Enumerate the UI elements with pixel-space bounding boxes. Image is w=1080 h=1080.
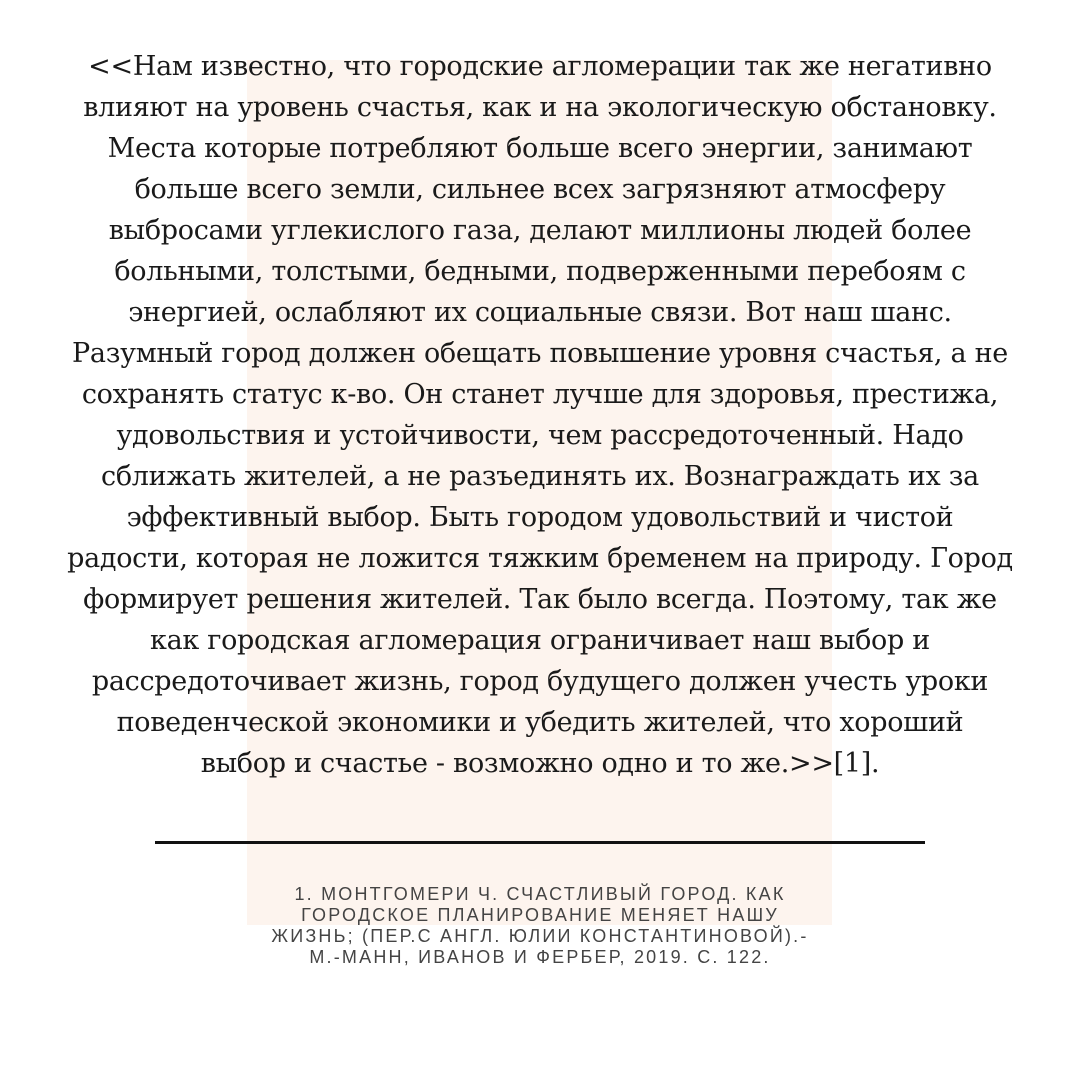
footnote-line: ГОРОДСКОЕ ПЛАНИРОВАНИЕ МЕНЯЕТ НАШУ [301,905,779,925]
quote-line: удовольствия и устойчивости, чем рассредоточенный. Надо [116,420,964,451]
quote-line: как городская агломерация ограничивает наш выбор и [150,625,930,656]
quote-line: <<Нам известно, что городские агломерации так же негативно [88,51,992,82]
quote-line: влияют на уровень счастья, как и на экологическую обстановку. [83,92,997,123]
footnote-line: М.-МАНН, ИВАНОВ И ФЕРБЕР, 2019. С. 122. [309,947,771,967]
quote-line: радости, которая не ложится тяжким бременем на природу. Город [67,543,1013,574]
footnote-line: 1. МОНТГОМЕРИ Ч. СЧАСТЛИВЫЙ ГОРОД. КАК [294,884,786,904]
quote-line: сближать жителей, а не разъединять их. Вознаграждать их за [101,461,979,492]
quote-line: рассредоточивает жизнь, город будущего должен учесть уроки [91,666,989,697]
quote-line: Разумный город должен обещать повышение уровня счастья, а не [72,338,1008,369]
quote-line: эффективный выбор. Быть городом удовольствий и чистой [126,502,954,533]
quote-text [20,46,1060,784]
quote-line: выбросами углекислого газа, делают миллионы людей более [108,215,972,246]
quote-line: энергией, ослабляют их социальные связи. Вот наш шанс. [128,297,952,328]
quote-line: Места которые потребляют больше всего энергии, занимают [107,133,973,164]
footnote-line: ЖИЗНЬ; (ПЕР.С АНГЛ. ЮЛИИ КОНСТАНТИНОВОЙ).- [271,926,809,946]
quote-line: сохранять статус к-во. Он станет лучше для здоровья, престижа, [81,379,999,410]
quote-line: выбор и счастье - возможно одно и то же.>>[1]. [200,748,880,779]
footnote-text [250,884,830,968]
quote-line: больными, толстыми, бедными, подверженными перебоям с [114,256,966,287]
footnote-divider [155,841,925,844]
quote-line: поведенческой экономики и убедить жителей, что хороший [116,707,964,738]
quote-line: больше всего земли, сильнее всех загрязняют атмосферу [134,174,946,205]
quote-line: формирует решения жителей. Так было всегда. Поэтому, так же [83,584,997,615]
